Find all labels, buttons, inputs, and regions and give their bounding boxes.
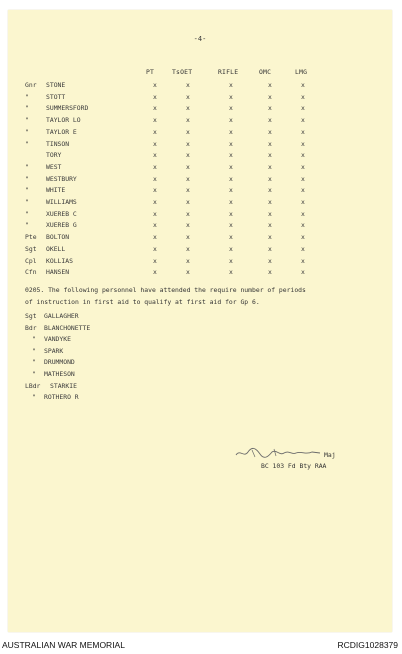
name-cell: STONE xyxy=(46,81,66,89)
mark-cell: x xyxy=(301,139,305,148)
column-header: RIFLE xyxy=(218,68,239,76)
table-row xyxy=(8,221,392,231)
signature-rank: Maj xyxy=(324,451,336,459)
mark-cell: x xyxy=(268,81,272,89)
mark-cell: x xyxy=(186,139,190,148)
mark-cell: x xyxy=(186,268,190,277)
table-row xyxy=(8,198,392,208)
rank-cell: " xyxy=(25,198,29,206)
mark-cell: x xyxy=(229,104,233,113)
mark-cell: x xyxy=(268,209,272,218)
footer-institution: AUSTRALIAN WAR MEMORIAL xyxy=(2,640,125,650)
mark-cell: x xyxy=(153,221,157,230)
mark-cell: x xyxy=(229,162,233,171)
first-aid-item xyxy=(8,370,392,380)
name-cell: VANDYKE xyxy=(44,335,71,344)
mark-cell: x xyxy=(301,127,305,136)
mark-cell: x xyxy=(186,104,190,113)
mark-cell: x xyxy=(229,92,233,101)
table-row xyxy=(8,257,392,267)
name-cell: SPARK xyxy=(44,346,64,355)
mark-cell: x xyxy=(186,92,190,101)
rank-cell: " xyxy=(25,186,29,195)
table-row xyxy=(8,93,392,103)
document-page xyxy=(8,10,392,632)
table-row xyxy=(8,268,392,278)
mark-cell: x xyxy=(153,268,157,277)
mark-cell: x xyxy=(229,233,233,242)
mark-cell: x xyxy=(153,127,157,136)
rank-cell: " xyxy=(25,162,29,171)
table-row xyxy=(8,128,392,138)
rank-cell: Bdr xyxy=(25,323,37,332)
mark-cell: x xyxy=(301,151,305,160)
mark-cell: x xyxy=(153,162,157,171)
name-cell: BLANCHONETTE xyxy=(44,323,91,332)
mark-cell: x xyxy=(153,116,157,125)
mark-cell: x xyxy=(268,268,272,277)
mark-cell: x xyxy=(229,127,233,136)
table-row xyxy=(8,104,392,114)
mark-cell: x xyxy=(153,151,157,160)
mark-cell: x xyxy=(301,92,305,101)
table-row xyxy=(8,233,392,243)
mark-cell: x xyxy=(301,233,305,242)
mark-cell: x xyxy=(229,209,233,218)
table-row xyxy=(8,163,392,173)
mark-cell: x xyxy=(186,256,190,265)
mark-cell: x xyxy=(186,244,190,253)
mark-cell: x xyxy=(153,139,157,148)
rank-cell: " xyxy=(25,209,29,218)
mark-cell: x xyxy=(186,162,190,171)
name-cell: DRUMMOND xyxy=(44,358,75,367)
mark-cell: x xyxy=(268,244,272,253)
mark-cell: x xyxy=(153,81,157,89)
rank-cell: " xyxy=(25,116,29,125)
rank-cell: Pte xyxy=(25,233,37,242)
mark-cell: x xyxy=(229,256,233,265)
first-aid-item xyxy=(8,347,392,357)
first-aid-item xyxy=(8,382,392,392)
rank-cell: " xyxy=(32,358,36,367)
mark-cell: x xyxy=(186,81,190,89)
mark-cell: x xyxy=(268,233,272,242)
mark-cell: x xyxy=(268,92,272,101)
mark-cell: x xyxy=(268,198,272,206)
rank-cell: " xyxy=(32,335,36,344)
mark-cell: x xyxy=(186,174,190,183)
mark-cell: x xyxy=(229,186,233,195)
mark-cell: x xyxy=(186,186,190,195)
mark-cell: x xyxy=(186,221,190,230)
column-header: OMC xyxy=(259,68,272,76)
mark-cell: x xyxy=(229,139,233,148)
name-cell: XUEREB G xyxy=(46,221,77,230)
mark-cell: x xyxy=(186,116,190,125)
mark-cell: x xyxy=(229,81,233,89)
mark-cell: x xyxy=(268,256,272,265)
mark-cell: x xyxy=(153,104,157,113)
page-number: -4- xyxy=(193,35,207,43)
rank-cell: " xyxy=(25,221,29,230)
mark-cell: x xyxy=(186,127,190,136)
rank-cell: " xyxy=(25,104,29,113)
name-cell: TORY xyxy=(46,151,62,160)
table-row xyxy=(8,245,392,255)
first-aid-item xyxy=(8,324,392,334)
name-cell: SUMMERSFORD xyxy=(46,104,89,113)
rank-cell: " xyxy=(25,127,29,136)
mark-cell: x xyxy=(186,198,190,206)
name-cell: WEST xyxy=(46,162,62,171)
mark-cell: x xyxy=(301,104,305,113)
rank-cell: Sgt xyxy=(25,244,37,253)
table-row xyxy=(8,116,392,126)
mark-cell: x xyxy=(301,256,305,265)
mark-cell: x xyxy=(153,174,157,183)
table-row xyxy=(8,140,392,150)
rank-cell: Cfn xyxy=(25,268,37,277)
mark-cell: x xyxy=(301,162,305,171)
name-cell: TAYLOR E xyxy=(46,127,77,136)
table-row xyxy=(8,186,392,196)
mark-cell: x xyxy=(301,174,305,183)
mark-cell: x xyxy=(301,186,305,195)
mark-cell: x xyxy=(268,127,272,136)
name-cell: WHITE xyxy=(46,186,66,195)
signature-scribble xyxy=(234,446,322,460)
mark-cell: x xyxy=(268,221,272,230)
mark-cell: x xyxy=(153,186,157,195)
mark-cell: x xyxy=(153,233,157,242)
first-aid-item xyxy=(8,312,392,322)
name-cell: GALLAGHER xyxy=(44,312,79,320)
mark-cell: x xyxy=(301,221,305,230)
mark-cell: x xyxy=(229,244,233,253)
name-cell: STARKIE xyxy=(50,381,77,390)
table-row xyxy=(8,210,392,220)
paragraph-line-1: 0205. The following personnel have attended the require number of periods xyxy=(25,286,306,294)
mark-cell: x xyxy=(153,198,157,206)
mark-cell: x xyxy=(153,256,157,265)
rank-cell: " xyxy=(25,139,29,148)
mark-cell: x xyxy=(186,233,190,242)
name-cell: XUEREB C xyxy=(46,209,77,218)
name-cell: STOTT xyxy=(46,92,66,101)
table-row xyxy=(8,175,392,185)
mark-cell: x xyxy=(268,162,272,171)
name-cell: KOLLIAS xyxy=(46,256,73,265)
mark-cell: x xyxy=(301,116,305,125)
mark-cell: x xyxy=(268,139,272,148)
mark-cell: x xyxy=(268,186,272,195)
mark-cell: x xyxy=(301,209,305,218)
mark-cell: x xyxy=(153,92,157,101)
first-aid-item xyxy=(8,358,392,368)
name-cell: HANSEN xyxy=(46,268,70,277)
rank-cell: " xyxy=(25,174,29,183)
first-aid-item xyxy=(8,393,392,403)
mark-cell: x xyxy=(229,116,233,125)
mark-cell: x xyxy=(301,198,305,206)
mark-cell: x xyxy=(268,151,272,160)
mark-cell: x xyxy=(186,151,190,160)
mark-cell: x xyxy=(229,151,233,160)
name-cell: TINSON xyxy=(46,139,70,148)
name-cell: ROTHERO R xyxy=(44,393,79,402)
mark-cell: x xyxy=(153,244,157,253)
mark-cell: x xyxy=(229,198,233,206)
table-row xyxy=(8,151,392,161)
mark-cell: x xyxy=(153,209,157,218)
mark-cell: x xyxy=(229,268,233,277)
footer-record-id: RCDIG1028379 xyxy=(337,640,398,650)
mark-cell: x xyxy=(301,244,305,253)
name-cell: BOLTON xyxy=(46,233,70,242)
rank-cell: Sgt xyxy=(25,312,37,320)
mark-cell: x xyxy=(268,116,272,125)
mark-cell: x xyxy=(229,221,233,230)
column-header: LMG xyxy=(295,68,308,76)
mark-cell: x xyxy=(268,174,272,183)
paragraph-line-2: of instruction in first aid to qualify at first aid for Gp 6. xyxy=(25,298,260,306)
first-aid-item xyxy=(8,335,392,345)
name-cell: MATHESON xyxy=(44,370,75,378)
name-cell: WESTBURY xyxy=(46,174,77,183)
signature-unit: BC 103 Fd Bty RAA xyxy=(261,462,327,470)
table-row xyxy=(8,81,392,91)
column-header: TsOET xyxy=(172,68,193,76)
column-header: PT xyxy=(146,68,155,76)
name-cell: WILLIAMS xyxy=(46,198,77,206)
rank-cell: LBdr xyxy=(25,381,41,390)
rank-cell: " xyxy=(32,346,36,355)
name-cell: TAYLOR LO xyxy=(46,116,81,125)
mark-cell: x xyxy=(186,209,190,218)
mark-cell: x xyxy=(301,268,305,277)
name-cell: OKELL xyxy=(46,244,66,253)
rank-cell: " xyxy=(32,370,36,378)
mark-cell: x xyxy=(268,104,272,113)
rank-cell: Gnr xyxy=(25,81,37,89)
mark-cell: x xyxy=(301,81,305,89)
rank-cell: " xyxy=(25,92,29,101)
mark-cell: x xyxy=(229,174,233,183)
rank-cell: " xyxy=(32,393,36,402)
rank-cell: Cpl xyxy=(25,256,37,265)
